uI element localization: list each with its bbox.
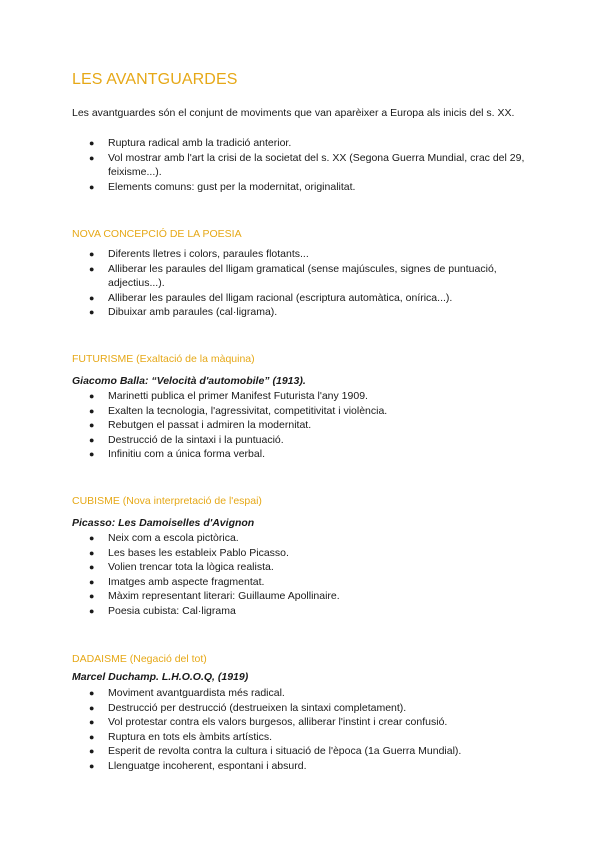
bullet-icon: ●	[89, 576, 95, 587]
list-item: ● Imatges amb aspecte fragmentat.	[89, 575, 265, 588]
intro-bullet-list	[72, 136, 532, 194]
bullet-icon: ●	[89, 591, 95, 602]
section-subtitle-cubisme: Picasso: Les Damoiselles d'Avignon	[72, 517, 255, 529]
bullet-icon: ●	[89, 562, 95, 573]
section-heading-poesia: NOVA CONCEPCIÓ DE LA POESIA	[72, 228, 242, 240]
list-item: ● Infinitiu com a única forma verbal.	[89, 448, 265, 461]
list-item: ● Màxim representant literari: Guillaume Apollinaire.	[89, 590, 340, 603]
bullet-icon: ●	[89, 391, 95, 401]
bullet-icon: ●	[89, 746, 95, 757]
section-heading-dadaisme: DADAISME (Negació del tot)	[72, 653, 207, 665]
list-item: ● Ruptura radical amb la tradició anterior.	[89, 137, 292, 149]
list-item: ● Alliberar les paraules del lligam gramatical (sense majúscules, signes de puntuació, adjectius...).	[89, 262, 497, 290]
list-item: ● Volien trencar tota la lògica realista.	[89, 561, 274, 574]
bullet-icon: ●	[89, 547, 95, 558]
bullet-icon: ●	[89, 717, 95, 728]
bullet-icon: ●	[89, 605, 95, 616]
list-item: ● Neix com a escola pictòrica.	[89, 532, 239, 544]
bullet-icon: ●	[89, 181, 95, 192]
bullet-icon: ●	[89, 688, 95, 698]
list-item: ● Diferents lletres i colors, paraules flotants...	[89, 248, 309, 260]
section-subtitle-futurisme: Giacomo Balla: “Velocità d'automobile” (1913).	[72, 375, 306, 387]
list-item: ● Esperit de revolta contra la cultura i situació de l'època (1a Guerra Mundial).	[89, 745, 462, 758]
bullet-icon: ●	[89, 420, 95, 431]
page-title: LES AVANTGUARDES	[72, 71, 238, 88]
bullet-icon: ●	[89, 249, 95, 259]
list-item: ● Elements comuns: gust per la modernitat, originalitat.	[89, 180, 356, 193]
list-item: ● Destrucció de la sintaxi i la puntuació.	[89, 433, 284, 446]
list-item: ● Moviment avantguardista més radical.	[89, 687, 285, 699]
bullet-icon: ●	[89, 263, 95, 274]
bullet-icon: ●	[89, 760, 95, 771]
bullet-icon: ●	[89, 449, 95, 460]
list-item: ● Les bases les estableix Pablo Picasso.	[89, 546, 289, 559]
list-item: ● Poesia cubista: Cal·ligrama	[89, 604, 236, 617]
list-item: ● Ruptura en tots els àmbits artístics.	[89, 730, 272, 743]
list-item: ● Alliberar les paraules del lligam racional (escriptura automàtica, onírica...).	[89, 291, 453, 304]
bullet-icon: ●	[89, 702, 95, 713]
bullet-icon: ●	[89, 731, 95, 742]
list-item: ● Dibuixar amb paraules (cal·ligrama).	[89, 306, 278, 319]
bullet-icon: ●	[89, 434, 95, 445]
bullet-icon: ●	[89, 405, 95, 416]
section-bullets-poesia	[72, 247, 532, 320]
list-item: ● Vol mostrar amb l'art la crisi de la societat del s. XX (Segona Guerra Mundial, crac del 29, feixisme...).	[89, 151, 525, 179]
bullet-icon: ●	[89, 138, 95, 148]
bullet-icon: ●	[89, 292, 95, 303]
list-item: ● Llenguatge incoherent, espontani i absurd.	[89, 759, 307, 772]
list-item: ● Exalten la tecnologia, l'agressivitat, competitivitat i violència.	[89, 404, 388, 417]
section-bullets-futurisme	[72, 389, 532, 462]
bullet-icon: ●	[89, 152, 95, 163]
intro-paragraph: Les avantguardes són el conjunt de moviments que van aparèixer a Europa als inicis del s. XX.	[72, 107, 515, 119]
list-item: ● Vol protestar contra els valors burgesos, alliberar l'instint i crear confusió.	[89, 716, 448, 729]
list-item: ● Rebutgen el passat i admiren la modernitat.	[89, 419, 312, 432]
section-heading-futurisme: FUTURISME (Exaltació de la màquina)	[72, 353, 255, 365]
list-item: ● Marinetti publica el primer Manifest Futurista l'any 1909.	[89, 390, 368, 402]
bullet-icon: ●	[89, 533, 95, 543]
section-bullets-cubisme	[72, 531, 532, 619]
section-subtitle-dadaisme: Marcel Duchamp. L.H.O.O.Q, (1919)	[72, 671, 249, 683]
section-heading-cubisme: CUBISME (Nova interpretació de l'espai)	[72, 495, 262, 507]
list-item: ● Destrucció per destrucció (destrueixen la sintaxi completament).	[89, 701, 407, 714]
bullet-icon: ●	[89, 307, 95, 318]
section-bullets-dadaisme	[72, 686, 532, 774]
